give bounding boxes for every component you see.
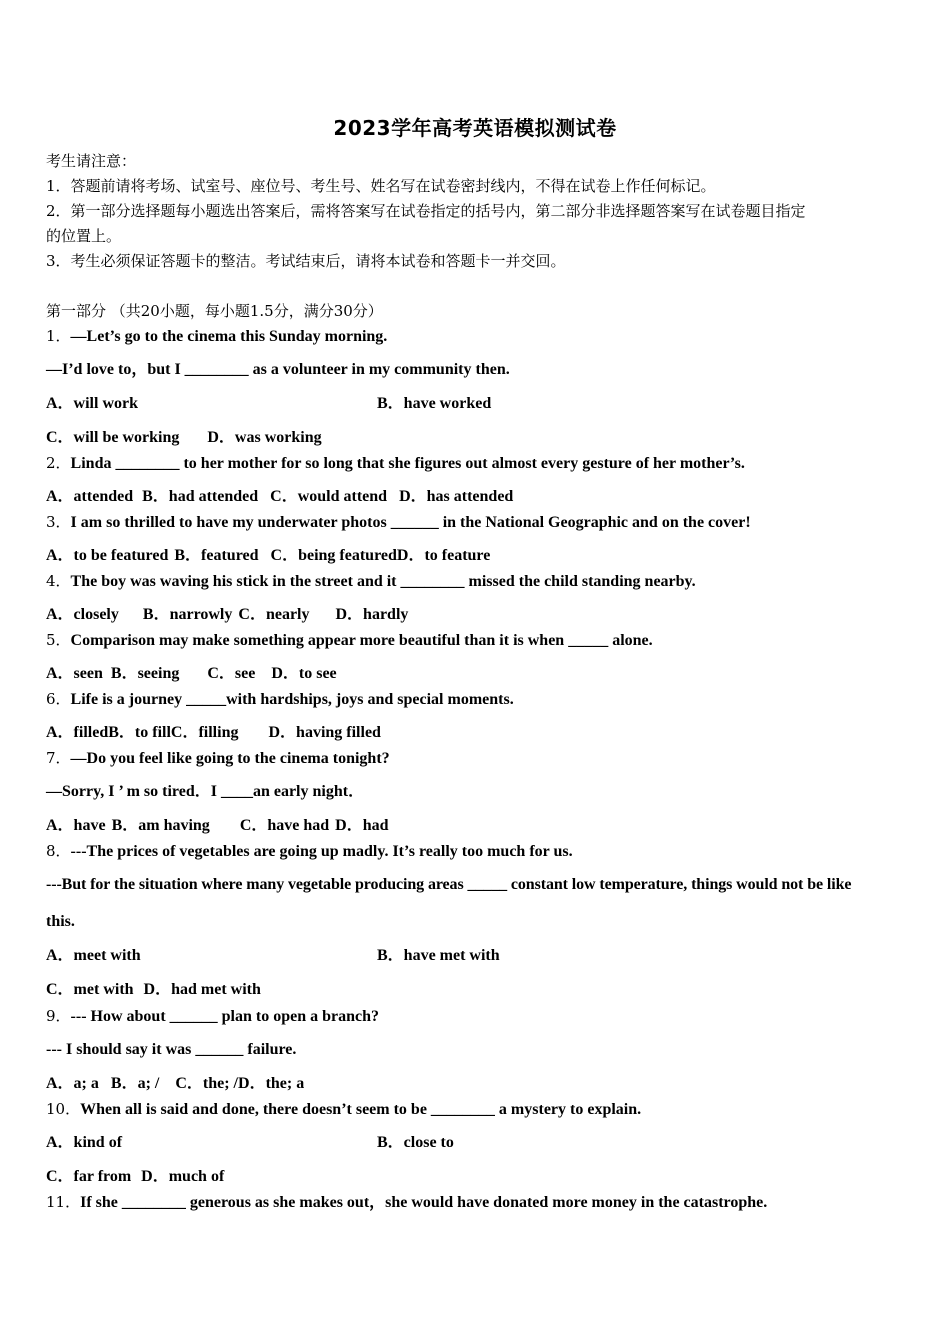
question-text: I am so thrilled to have my underwater photos ______ in the National Geographic and on the cover!	[70, 514, 751, 531]
question-10	[46, 1099, 641, 1120]
question-text: this.	[46, 913, 75, 930]
option-b[interactable]: B．a; /	[110, 1075, 160, 1092]
option-c[interactable]: C．met with	[46, 981, 134, 998]
option-a[interactable]: A．to be featured	[46, 547, 169, 564]
options-row	[46, 816, 389, 836]
question-text: ---The prices of vegetables are going up madly. It’s really too much for us.	[70, 843, 573, 860]
options-row	[46, 1074, 304, 1094]
question-number: 1．	[46, 327, 71, 345]
option-a[interactable]: A．attended	[46, 488, 134, 505]
question-number: 5．	[46, 631, 71, 649]
option-a[interactable]: A．seen	[46, 665, 103, 682]
question-text: When all is said and done, there doesn’t seem to be ________ a mystery to explain.	[80, 1101, 642, 1118]
option-c[interactable]: C．filling	[170, 724, 239, 741]
question-text: Life is a journey _____with hardships, joys and special moments.	[70, 691, 514, 708]
question-4	[46, 571, 696, 592]
question-text: The boy was waving his stick in the street and it ________ missed the child standing nearby.	[70, 573, 696, 590]
question-number: 3．	[46, 513, 71, 531]
question-1	[46, 326, 387, 347]
option-a[interactable]: A．kind of	[46, 1134, 123, 1151]
option-c[interactable]: C．will be working	[46, 429, 180, 446]
options-row	[46, 487, 513, 507]
options-row	[46, 605, 408, 625]
options-row	[46, 1167, 224, 1187]
question-5	[46, 630, 653, 651]
question-number: 8．	[46, 842, 71, 860]
options-row	[46, 664, 337, 684]
option-c[interactable]: C．nearly	[238, 606, 310, 623]
question-text: —Do you feel like going to the cinema tonight?	[70, 750, 390, 767]
options-row	[46, 980, 261, 1000]
option-d[interactable]: D．to feature	[396, 547, 491, 564]
question-number: 11．	[46, 1193, 81, 1211]
question-number: 7．	[46, 749, 71, 767]
notice-item: 1．答题前请将考场、试室号、座位号、考生号、姓名写在试卷密封线内，不得在试卷上作任何标记。	[46, 177, 716, 195]
question-text: --- I should say it was ______ failure.	[46, 1041, 297, 1058]
options-row	[46, 723, 381, 743]
notice-heading: 考生请注意：	[46, 152, 137, 170]
question-text: ---But for the situation where many vegetable producing areas _____ constant low temperature, things would not be like	[46, 876, 852, 893]
option-c[interactable]: C．would attend	[270, 488, 388, 505]
question-3	[46, 512, 751, 533]
question-9	[46, 1006, 379, 1027]
question-number: 6．	[46, 690, 71, 708]
option-a[interactable]: A．closely	[46, 606, 119, 623]
question-text: Linda ________ to her mother for so long that she figures out almost every gesture of her mother’s.	[70, 455, 745, 472]
notice-item: 2．第一部分选择题每小题选出答案后，需将答案写在试卷指定的括号内，第二部分非选择题答案写在试卷题目指定	[46, 202, 806, 220]
option-d[interactable]: D．has attended	[399, 488, 514, 505]
option-d[interactable]: D．hardly	[335, 606, 409, 623]
option-d[interactable]: D．to see	[271, 665, 337, 682]
option-c[interactable]: C．see	[207, 665, 256, 682]
option-a[interactable]: A．will work	[46, 395, 139, 412]
question-text: —I’d love to，but I ________ as a volunteer in my community then.	[46, 361, 510, 378]
question-number: 2．	[46, 454, 71, 472]
option-a[interactable]: A．meet with	[46, 947, 141, 964]
option-c[interactable]: C．far from	[46, 1168, 132, 1185]
option-d[interactable]: D．much of	[141, 1168, 225, 1185]
option-b[interactable]: B．am having	[111, 817, 210, 834]
question-8	[46, 841, 573, 862]
question-text: —Sorry, I ’ m so tired．I ____an early night．	[46, 783, 365, 800]
option-b[interactable]: B．narrowly	[142, 606, 233, 623]
notice-item: 3．考生必须保证答题卡的整洁。考试结束后，请将本试卷和答题卡一并交回。	[46, 252, 566, 270]
question-number: 4．	[46, 572, 71, 590]
option-b[interactable]: B．had attended	[142, 488, 259, 505]
question-2	[46, 453, 745, 474]
option-a[interactable]: A．filled	[46, 724, 109, 741]
option-c[interactable]: C．being featured	[270, 547, 397, 564]
option-b[interactable]: B．seeing	[110, 665, 180, 682]
question-6	[46, 689, 514, 710]
section-heading: 第一部分 （共20小题，每小题1.5分，满分30分）	[46, 302, 383, 320]
option-d[interactable]: D．was working	[207, 429, 322, 446]
options-row	[46, 428, 322, 448]
question-text: If she ________ generous as she makes out，she would have donated more money in the catastrophe.	[80, 1194, 768, 1211]
notice-item: 的位置上。	[46, 227, 122, 245]
question-number: 10．	[46, 1100, 81, 1118]
question-text: Comparison may make something appear more beautiful than it is when _____ alone.	[70, 632, 653, 649]
option-a[interactable]: A．have	[46, 817, 106, 834]
page-title: 2023学年高考英语模拟测试卷	[333, 116, 617, 140]
question-text: —Let’s go to the cinema this Sunday morning.	[70, 328, 388, 345]
option-b[interactable]: B．featured	[174, 547, 259, 564]
option-b[interactable]: B．have worked	[377, 395, 492, 412]
option-d[interactable]: D．the; a	[238, 1075, 305, 1092]
options-row	[46, 546, 490, 566]
option-d[interactable]: D．had	[335, 817, 389, 834]
option-d[interactable]: D．having filled	[268, 724, 381, 741]
option-b[interactable]: B．close to	[377, 1134, 454, 1151]
option-a[interactable]: A．a; a	[46, 1075, 99, 1092]
option-c[interactable]: C．have had	[239, 817, 330, 834]
question-text: --- How about ______ plan to open a branch?	[70, 1008, 380, 1025]
question-11	[46, 1192, 767, 1213]
question-7	[46, 748, 390, 769]
option-b[interactable]: B．to fill	[108, 724, 171, 741]
option-b[interactable]: B．have met with	[377, 947, 500, 964]
question-number: 9．	[46, 1007, 71, 1025]
option-d[interactable]: D．had met with	[143, 981, 261, 998]
option-c[interactable]: C．the; /	[175, 1075, 239, 1092]
